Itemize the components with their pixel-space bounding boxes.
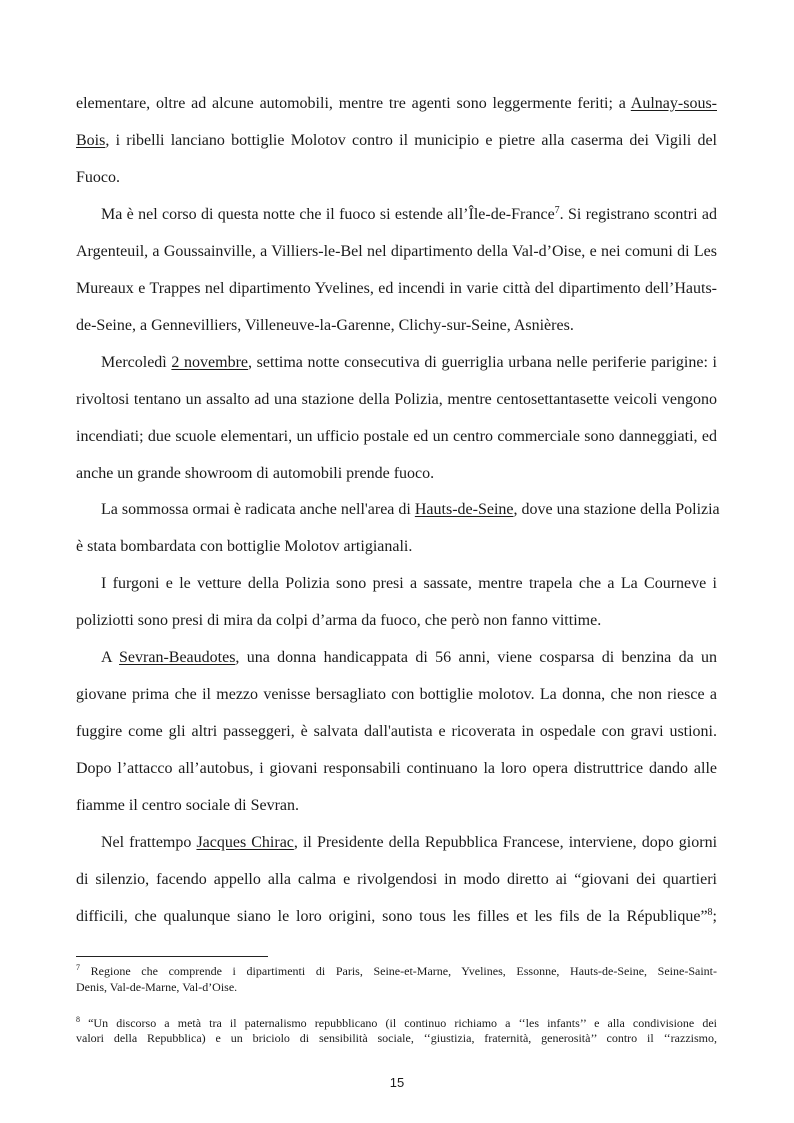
body-line: giovane prima che il mezzo venisse bersagliato con bottiglie molotov. La donna, che non riesce a [76,686,717,703]
footnote-text: Regione che comprende i dipartimenti di Paris, Seine-et-Marne, Yvelines, Essonne, Hauts-de-Seine, Seine-Saint- [90,964,718,978]
text-run: A [101,649,120,666]
link-aulnay-sous-bois[interactable]: Aulnay-sous- [630,95,717,112]
text-run: , dove una stazione della Polizia [513,501,720,518]
body-line: de-Seine, a Gennevilliers, Villeneuve-la-Garenne, Clichy-sur-Seine, Asnières. [76,317,574,334]
footnote-ref-8[interactable]: 8 [707,907,713,918]
footnote-separator [76,956,268,957]
body-line: anche un grande showroom di automobili prende fuoco. [76,465,435,482]
body-line: poliziotti sono presi di mira da colpi d’arma da fuoco, che però non fanno vittime. [76,612,602,629]
body-line [101,833,717,853]
body-line: incendiati; due scuole elementari, un ufficio postale ed un centro commerciale sono danneggiati, ed [76,428,717,445]
footnote-7-cont: Denis, Val-de-Marne, Val-d’Oise. [76,980,238,994]
text-run: , una donna handicappata di 56 anni, viene cosparsa di benzina da un [235,649,718,666]
body-line [101,205,717,225]
link-2-novembre[interactable]: 2 novembre [171,354,249,371]
text-run: . Si registrano scontri ad [559,206,717,223]
body-line [76,94,717,114]
body-line: di silenzio, facendo appello alla calma e rivolgendosi in modo diretto ai “giovani dei quartieri [76,871,717,888]
link-jacques-chirac[interactable]: Jacques Chirac [196,834,294,851]
footnote-ref-7[interactable]: 7 [554,205,560,216]
body-line [101,353,717,373]
body-line: fuggire come gli altri passeggeri, è salvata dall'autista e ricoverata in ospedale con gravi ustioni. [76,723,717,740]
text-run: La sommossa ormai è radicata anche nell'area di [101,501,415,518]
body-line: Dopo l’attacco all’autobus, i giovani responsabili continuano la loro opera distruttrice dando alle [76,760,717,777]
link-sevran-beaudotes[interactable]: Sevran-Beaudotes [119,649,236,666]
body-line: rivoltosi tentano un assalto ad una stazione della Polizia, mentre centosettantasette veicoli vengono [76,391,717,408]
body-line [101,648,717,668]
link-hauts-de-seine[interactable]: Hauts-de-Seine [414,501,514,518]
body-line: è stata bombardata con bottiglie Molotov artigianali. [76,538,413,555]
footnote-number: 8 [76,1015,80,1024]
text-run: , i ribelli lanciano bottiglie Molotov contro il municipio e pietre alla caserma dei Vigili del [105,132,717,149]
text-run: Mercoledì [101,354,172,371]
link-aulnay-sous-bois-cont[interactable]: Bois [76,132,106,149]
text-run: ; [712,908,717,925]
text-run: , settima notte consecutiva di guerriglia urbana nelle periferie parigine: i [248,354,717,371]
body-line: Mureaux e Trappes nel dipartimento Yvelines, ed incendi in varie città del dipartimento dell’Hauts- [76,280,717,297]
footnote-7 [76,964,717,979]
body-line: I furgoni e le vetture della Polizia sono presi a sassate, mentre trapela che a La Courneve i [101,575,717,592]
text-run: elementare, oltre ad alcune automobili, mentre tre agenti sono leggermente feriti; a [76,95,631,112]
text-run: Nel frattempo [101,834,197,851]
body-line: fiamme il centro sociale di Sevran. [76,797,300,814]
body-line [101,500,720,520]
body-line [76,907,717,927]
footnote-text: “Un discorso a metà tra il paternalismo repubblicano (il continuo richiamo a ‘‘les infants’’ e alla condivisione dei [88,1016,718,1030]
footnote-number: 7 [76,963,80,972]
footnote-8-cont: valori della Repubblica) e un briciolo di sensibilità sociale, ‘‘giustizia, fraternità, generosità’’ contro il ‘‘razzismo, [76,1031,717,1045]
text-run: Ma è nel corso di questa notte che il fuoco si estende all’Île-de-France [101,206,555,223]
text-run: , il Presidente della Repubblica Francese, interviene, dopo giorni [293,834,718,851]
page-number: 15 [389,1075,405,1090]
body-line [76,131,717,151]
body-line: Argenteuil, a Goussainville, a Villiers-le-Bel nel dipartimento della Val-d’Oise, e nei comuni di Les [76,243,717,260]
text-run: difficili, che qualunque siano le loro origini, sono tous les filles et les fils de la République” [76,908,708,925]
footnote-8 [76,1016,717,1031]
body-line: Fuoco. [76,169,120,186]
